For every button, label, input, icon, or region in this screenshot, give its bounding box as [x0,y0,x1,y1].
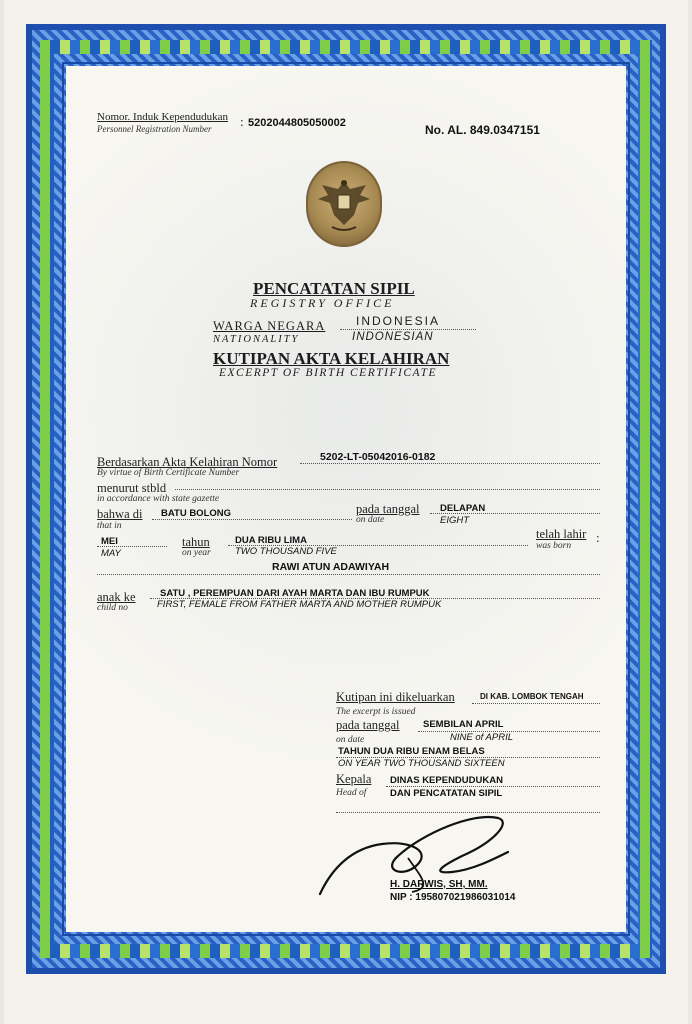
place-value: BATU BOLONG [161,508,232,519]
document-title: KUTIPAN AKTA KELAHIRAN [213,349,450,368]
date-value-en: EIGHT [440,515,470,526]
born-label: telah lahir [536,527,587,541]
head-value-2: DAN PENCATATAN SIPIL [390,788,503,799]
head-label: Kepala [336,772,372,786]
child-value: SATU , PEREMPUAN DARI AYAH MARTA DAN IBU RUMPUK [160,588,430,599]
born-label-en: was born [536,541,572,551]
nik-label: Nomor. Induk Kependudukan [97,111,229,123]
month-value: MEI [101,536,118,547]
issued-year-value: TAHUN DUA RIBU ENAM BELAS [338,746,485,757]
nationality-label-en: NATIONALITY [213,334,300,345]
issued-date-value: SEMBILAN APRIL [423,719,504,730]
basis-label: Berdasarkan Akta Kelahiran Nomor [97,455,278,469]
issued-label: Kutipan ini dikeluarkan [336,690,455,704]
year-value-en: TWO THOUSAND FIVE [235,546,337,557]
basis-label-en: By virtue of Birth Certificate Number [97,468,240,478]
nik-value: 5202044805050002 [248,117,346,129]
born-colon: : [596,530,600,545]
signer-name: H. DARWIS, SH, MM. [390,879,488,890]
office-title-en: REGISTRY OFFICE [250,296,395,310]
issued-place: DI KAB. LOMBOK TENGAH [480,692,584,701]
basis-value: 5202-LT-05042016-0182 [320,451,436,463]
issued-label-en: The excerpt is issued [336,707,416,717]
year-label-en: on year [182,548,211,558]
signer-nip: NIP : 195807021986031014 [390,892,516,903]
issued-date-value-en: NINE of APRIL [450,732,514,743]
place-label: bahwa di [97,507,143,521]
office-title: PENCATATAN SIPIL [253,279,415,298]
year-label: tahun [182,535,210,549]
nationality-value: INDONESIA [356,314,441,328]
nationality-label: WARGA NEGARA [213,319,326,333]
child-label: anak ke [97,590,136,604]
issued-year-value-en: ON YEAR TWO THOUSAND SIXTEEN [338,758,505,769]
nik-label-en: Personnel Registration Number [97,124,212,134]
child-name: RAWI ATUN ADAWIYAH [272,561,390,573]
nik-colon: : [240,114,244,129]
certificate-number: No. AL. 849.0347151 [425,123,540,137]
child-value-en: FIRST, FEMALE FROM FATHER MARTA AND MOTHER RUMPUK [157,599,442,610]
month-value-en: MAY [101,548,121,559]
date-label: pada tanggal [356,502,420,516]
issued-date-label: pada tanggal [336,718,400,732]
year-value: DUA RIBU LIMA [235,535,307,546]
place-label-en: that in [97,521,122,531]
issued-date-label-en: on date [336,735,365,745]
nationality-value-en: INDONESIAN [352,331,434,343]
gazette-label: menurut stbld [97,481,167,495]
document-title-en: EXCERPT OF BIRTH CERTIFICATE [219,367,438,379]
gazette-label-en: in accordance with state gazette [97,494,220,504]
date-label-en: on date [356,515,385,525]
child-label-en: child no [97,603,128,613]
garuda-emblem-icon [306,161,382,247]
head-value-1: DINAS KEPENDUDUKAN [390,775,503,786]
head-label-en: Head of [336,788,367,798]
date-value: DELAPAN [440,503,486,514]
